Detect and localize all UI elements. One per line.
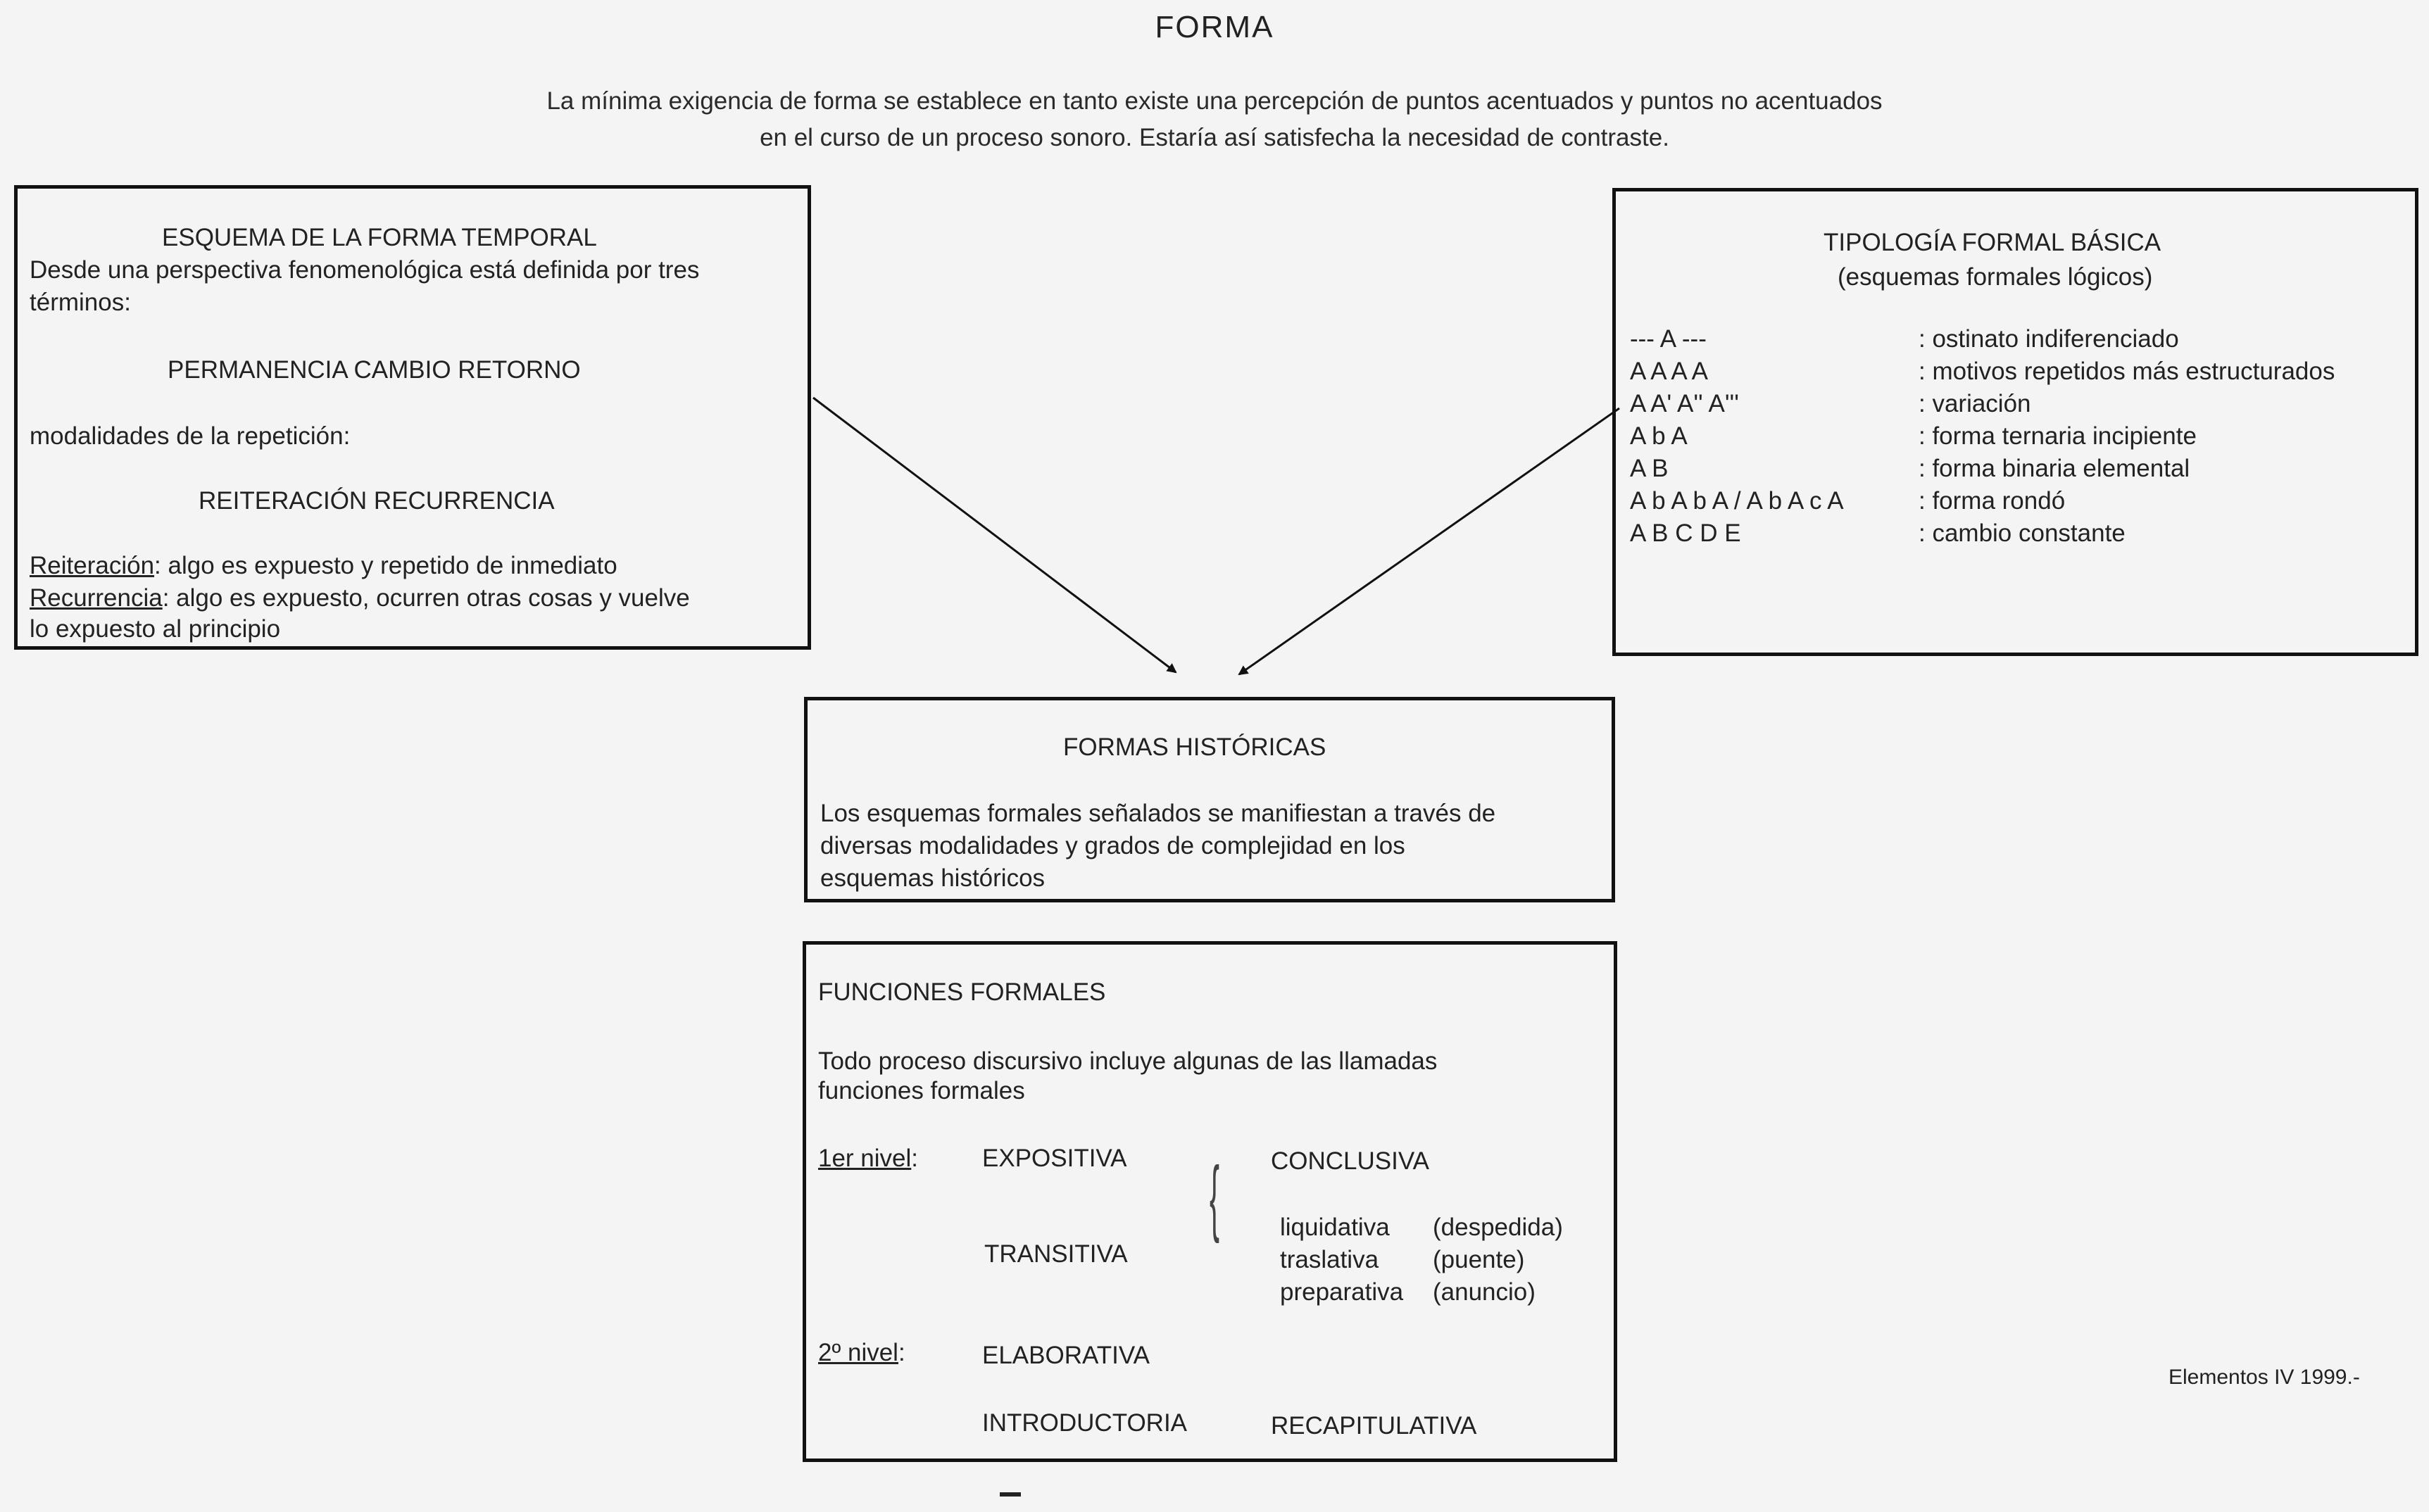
footer-credit: Elementos IV 1999.- xyxy=(2168,1366,2360,1389)
level-2-colon: : xyxy=(898,1339,905,1366)
level-2-label xyxy=(818,1339,905,1367)
recurrencia-definition-line-2: lo expuesto al principio xyxy=(30,615,281,643)
intro-line-2: en el curso de un proceso sonoro. Estaría así satisfecha la necesidad de contraste. xyxy=(760,124,1669,151)
typology-description: : variación xyxy=(1919,390,2031,417)
temporal-terms: PERMANENCIA CAMBIO RETORNO xyxy=(168,356,581,384)
arrow-right xyxy=(1239,408,1619,674)
historical-text-line-1: Los esquemas formales señalados se manifiestan a través de xyxy=(820,800,1496,827)
historical-text-line-3: esquemas históricos xyxy=(820,864,1046,892)
typology-description: : forma binaria elemental xyxy=(1919,455,2190,482)
sub-function-gloss: (puente) xyxy=(1433,1246,1525,1273)
historical-heading: FORMAS HISTÓRICAS xyxy=(1063,733,1326,761)
sub-function-name: liquidativa xyxy=(1280,1214,1390,1241)
level-1-colon: : xyxy=(911,1145,919,1172)
repetition-modalities: modalidades de la repetición: xyxy=(30,422,351,450)
reiteracion-label: Reiteración xyxy=(30,552,155,579)
typology-description: : forma rondó xyxy=(1919,487,2066,515)
sub-function-gloss: (despedida) xyxy=(1433,1214,1563,1241)
temporal-desc-line-1: Desde una perspectiva fenomenológica está definida por tres xyxy=(30,256,700,284)
page-title: FORMA xyxy=(1155,10,1274,44)
expositiva: EXPOSITIVA xyxy=(982,1145,1127,1172)
transitiva: TRANSITIVA xyxy=(984,1240,1128,1268)
repetition-types: REITERACIÓN RECURRENCIA xyxy=(199,487,555,515)
level-1-label xyxy=(818,1145,918,1173)
level-1-text: 1er nivel xyxy=(818,1145,912,1172)
recurrencia-text: : algo es expuesto, ocurren otras cosas y vuelve xyxy=(162,584,690,612)
temporal-heading: ESQUEMA DE LA FORMA TEMPORAL xyxy=(162,224,597,251)
temporal-desc-line-2: términos: xyxy=(30,289,131,316)
introductoria: INTRODUCTORIA xyxy=(982,1409,1188,1437)
sub-function-name: traslativa xyxy=(1280,1246,1379,1273)
conclusiva: CONCLUSIVA xyxy=(1271,1147,1429,1175)
level-2-text: 2º nivel xyxy=(818,1339,898,1366)
typology-heading: TIPOLOGÍA FORMAL BÁSICA xyxy=(1824,229,2161,256)
reiteracion-definition xyxy=(30,552,617,580)
elaborativa: ELABORATIVA xyxy=(982,1342,1150,1369)
typology-scheme: A A A A xyxy=(1630,358,1708,385)
temporal-form-box xyxy=(14,185,811,650)
functions-text-line-1: Todo proceso discursivo incluye algunas de las llamadas xyxy=(818,1047,1438,1075)
typology-scheme: --- A --- xyxy=(1630,325,1707,353)
typology-description: : ostinato indiferenciado xyxy=(1919,325,2179,353)
typology-description: : cambio constante xyxy=(1919,519,2126,547)
curly-brace-icon: { xyxy=(1210,1149,1220,1244)
typology-scheme: A b A b A / A b A c A xyxy=(1630,487,1844,515)
historical-text-line-2: diversas modalidades y grados de complejidad en los xyxy=(820,832,1405,859)
arrow-left xyxy=(813,398,1176,672)
recurrencia-definition xyxy=(30,584,690,612)
sub-function-name: preparativa xyxy=(1280,1278,1404,1306)
typology-scheme: A A' A'' A''' xyxy=(1630,390,1739,417)
page-mark xyxy=(1000,1492,1021,1497)
functions-heading: FUNCIONES FORMALES xyxy=(818,978,1106,1006)
recurrencia-label: Recurrencia xyxy=(30,584,163,612)
typology-scheme: A B C D E xyxy=(1630,519,1741,547)
recapitulativa: RECAPITULATIVA xyxy=(1271,1412,1477,1439)
sub-function-gloss: (anuncio) xyxy=(1433,1278,1536,1306)
typology-description: : motivos repetidos más estructurados xyxy=(1919,358,2335,385)
typology-scheme: A B xyxy=(1630,455,1669,482)
reiteracion-text: : algo es expuesto y repetido de inmediato xyxy=(154,552,617,579)
intro-line-1: La mínima exigencia de forma se establece en tanto existe una percepción de puntos acentuados y puntos no acentuados xyxy=(546,87,1883,115)
typology-description: : forma ternaria incipiente xyxy=(1919,422,2197,450)
functions-text-line-2: funciones formales xyxy=(818,1077,1025,1104)
typology-scheme: A b A xyxy=(1630,422,1688,450)
typology-subheading: (esquemas formales lógicos) xyxy=(1838,263,2153,291)
